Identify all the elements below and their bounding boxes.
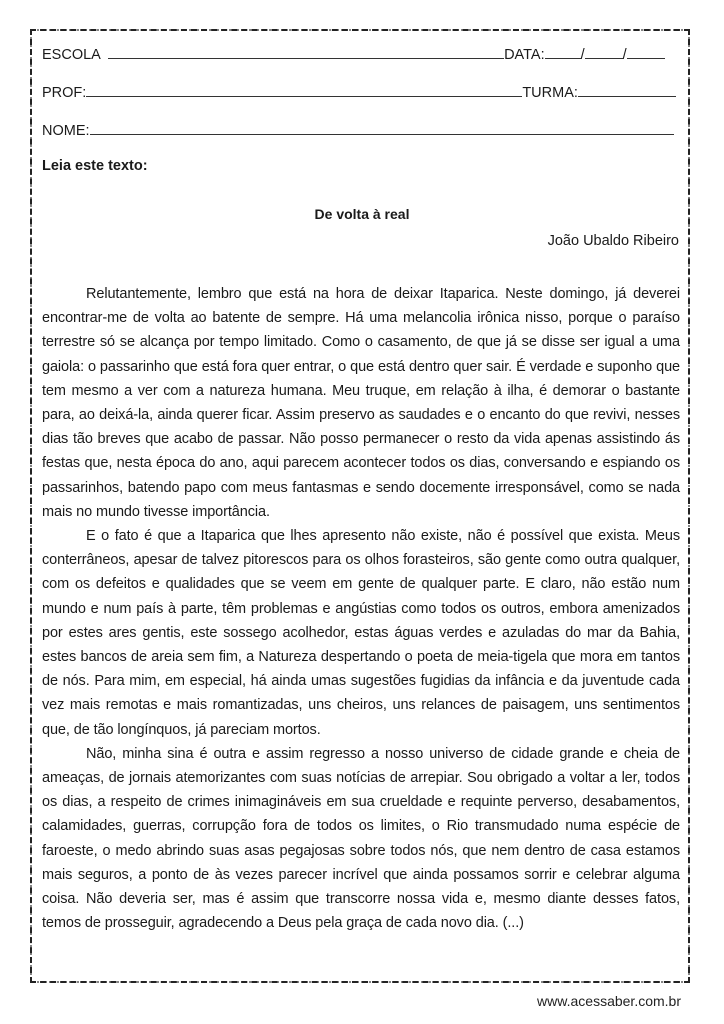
turma-label: TURMA: <box>522 85 578 101</box>
instruction: Leia este texto: <box>42 158 148 174</box>
prof-row <box>42 82 676 101</box>
data-year-field[interactable] <box>627 44 665 59</box>
turma-field[interactable] <box>578 82 676 97</box>
prof-field[interactable] <box>86 82 522 97</box>
data-label: DATA: <box>504 47 545 63</box>
nome-field[interactable] <box>90 120 674 135</box>
prof-label: PROF: <box>42 85 87 101</box>
text-title: De volta à real <box>314 206 410 222</box>
date-separator: / <box>580 47 585 63</box>
escola-label: ESCOLA <box>42 47 101 63</box>
paragraph: Não, minha sina é outra e assim regresso a nosso universo de cidade grande e cheia de ameaças, de jornais atemorizantes com suas notícias de arrepiar. Sou obrigado a voltar a ler, todos os dias, a respeito de crimes inimagináveis em sua crueldade e requinte perverso, desabamentos, calamidades, guerras, corrupção fora de todos os limites, o Rio transmudado numa espécie de faroeste, o medo abrindo suas asas pegajosas sobre todos nós, que nem dentro de casa estamos mais seguros, a ponto de às vezes parecer incrível que ainda possamos sorrir e celebrar alguma coisa. Não deveria ser, mas é assim que transcorre nossa vida e, mesmo diante desses fatos, temos de prosseguir, agradecendo a Deus pela graça de cada novo dia. (...) <box>42 745 680 932</box>
data-day-field[interactable] <box>545 44 581 59</box>
date-separator: / <box>622 47 627 63</box>
nome-row <box>42 120 674 139</box>
paragraph: E o fato é que a Itaparica que lhes apresento não existe, não é possível que exista. Meus conterrâneos, apesar de talvez pitorescos para os olhos forasteiros, são gente como outra qualquer, com os defeitos e qualidades que se veem em gente de qualquer parte. E claro, não estão num mundo e num país à parte, têm problemas e angústias como todos os outros, embora amenizados por estes ares gentis, este sossego acolhedor, estas águas verdes e azuladas do mar da Bahia, estes bancos de areia sem fim, a Natureza despertando o poeta de meia-tigela que mora em tantos de nós. Para mim, em especial, há ainda umas sugestões fugidias da infância e da juventude cada vez mais remotas e mais romantizadas, uns cheiros, uns relances de paisagem, uns sentimentos que, de tão longínquos, já pareciam mortos. <box>42 528 680 738</box>
text-body <box>42 282 680 935</box>
nome-label: NOME: <box>42 123 90 139</box>
data-month-field[interactable] <box>585 44 623 59</box>
paragraph: Relutantemente, lembro que está na hora de deixar Itaparica. Neste domingo, já deverei encontrar-me de volta ao batente de sempre. Há uma melancolia irônica nisso, porque o paraíso terrestre só se alcança por tempo limitado. Como o casamento, de que já se disse ser igual a uma gaiola: o passarinho que está fora quer entrar, o que está dentro quer sair. É verdade e suponho que tem mesmo a ver com a natureza humana. Meu truque, em relação à ilha, é demorar o bastante para, ao deixá-la, ainda querer ficar. Assim preservo as saudades e o encanto do que revivi, nesses dias tão breves que acabo de passar. Não posso permanecer o resto da vida apenas assistindo ás festas que, nesta época do ano, aqui parecem acontecer todos os dias, conversando e espiando os passarinhos, batendo papo com meus fantasmas e sendo docemente irresponsável, como se nada mais no mundo tivesse importância. <box>42 286 680 520</box>
text-author: João Ubaldo Ribeiro <box>547 233 679 249</box>
escola-row <box>42 44 665 63</box>
footer-url: www.acessaber.com.br <box>537 993 681 1009</box>
escola-field[interactable] <box>108 44 504 59</box>
